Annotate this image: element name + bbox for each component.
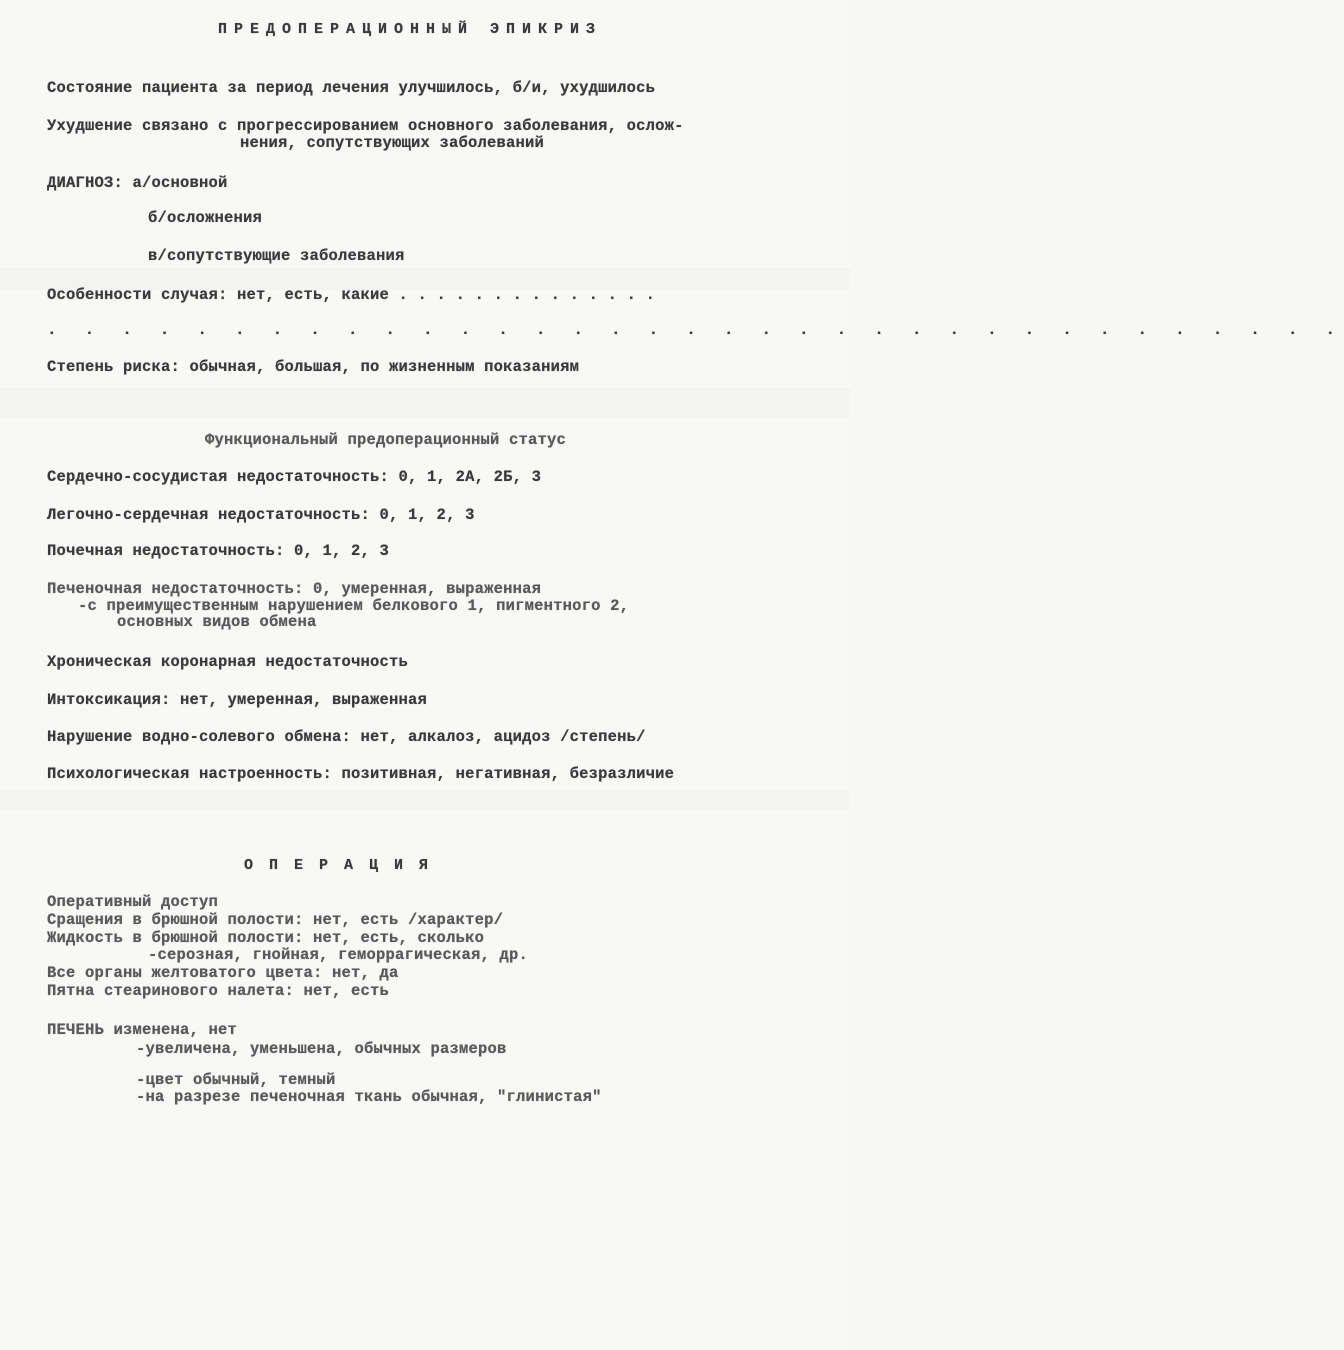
worsening-line-1: Ухудшение связано с прогрессированием основного заболевания, ослож- xyxy=(47,117,684,135)
diagnosis-comorbidities: в/сопутствующие заболевания xyxy=(148,247,405,265)
diagnosis-complications: б/осложнения xyxy=(148,209,263,227)
renal-insufficiency-line: Почечная недостаточность: 0, 1, 2, 3 xyxy=(47,542,390,560)
diagnosis-line: ДИАГНОЗ: а/основной xyxy=(47,174,228,192)
water-salt-line: Нарушение водно-солевого обмена: нет, алкалоз, ацидоз /степень/ xyxy=(47,728,646,746)
psychological-line: Психологическая настроенность: позитивная, негативная, безразличие xyxy=(47,765,675,783)
hepatic-insufficiency-line-1: Печеночная недостаточность: 0, умеренная, выраженная xyxy=(47,580,542,598)
patient-state-line: Состояние пациента за период лечения улучшилось, б/и, ухудшилось xyxy=(47,79,656,97)
page-title: ПРЕДОПЕРАЦИОННЫЙ ЭПИКРИЗ xyxy=(218,21,603,38)
liver-changed-line: ПЕЧЕНЬ изменена, нет xyxy=(47,1021,238,1039)
case-features-line: Особенности случая: нет, есть, какие . . . . . . . . . . . . . . xyxy=(47,286,656,304)
scan-texture-band xyxy=(0,388,850,418)
dotted-fill-line: . . . . . . . . . . . . . . . . . . . . . . . . . . . . . . . . . . . xyxy=(47,321,1344,339)
coronary-insufficiency-line: Хроническая коронарная недостаточность xyxy=(47,653,409,671)
hepatic-insufficiency-line-3: основных видов обмена xyxy=(117,613,317,631)
intoxication-line: Интоксикация: нет, умеренная, выраженная xyxy=(47,691,428,709)
yellowish-organs-line: Все органы желтоватого цвета: нет, да xyxy=(47,964,399,982)
risk-line: Степень риска: обычная, большая, по жизненным показаниям xyxy=(47,358,580,376)
operation-heading: ОПЕРАЦИЯ xyxy=(244,857,445,874)
pulmo-insufficiency-line: Легочно-сердечная недостаточность: 0, 1, 2, 3 xyxy=(47,506,475,524)
operative-access-line: Оперативный доступ xyxy=(47,893,219,911)
cardio-insufficiency-line: Сердечно-сосудистая недостаточность: 0, 1, 2А, 2Б, 3 xyxy=(47,468,542,486)
worsening-line-2: нения, сопутствующих заболеваний xyxy=(240,134,545,152)
hepatic-insufficiency-line-2: -с преимущественным нарушением белкового 1, пигментного 2, xyxy=(78,597,630,615)
liver-section-line: -на разрезе печеночная ткань обычная, "глинистая" xyxy=(136,1088,602,1106)
abdominal-fluid-line-1: Жидкость в брюшной полости: нет, есть, сколько xyxy=(47,929,485,947)
abdominal-fluid-line-2: -серозная, гнойная, геморрагическая, др. xyxy=(148,946,529,964)
functional-status-heading: Функциональный предоперационный статус xyxy=(205,431,567,449)
stearin-spots-line: Пятна стеаринового налета: нет, есть xyxy=(47,982,390,1000)
liver-size-line: -увеличена, уменьшена, обычных размеров xyxy=(136,1040,507,1058)
liver-color-line: -цвет обычный, темный xyxy=(136,1071,336,1089)
scan-texture-band xyxy=(0,790,850,810)
adhesions-line: Сращения в брюшной полости: нет, есть /характер/ xyxy=(47,911,504,929)
